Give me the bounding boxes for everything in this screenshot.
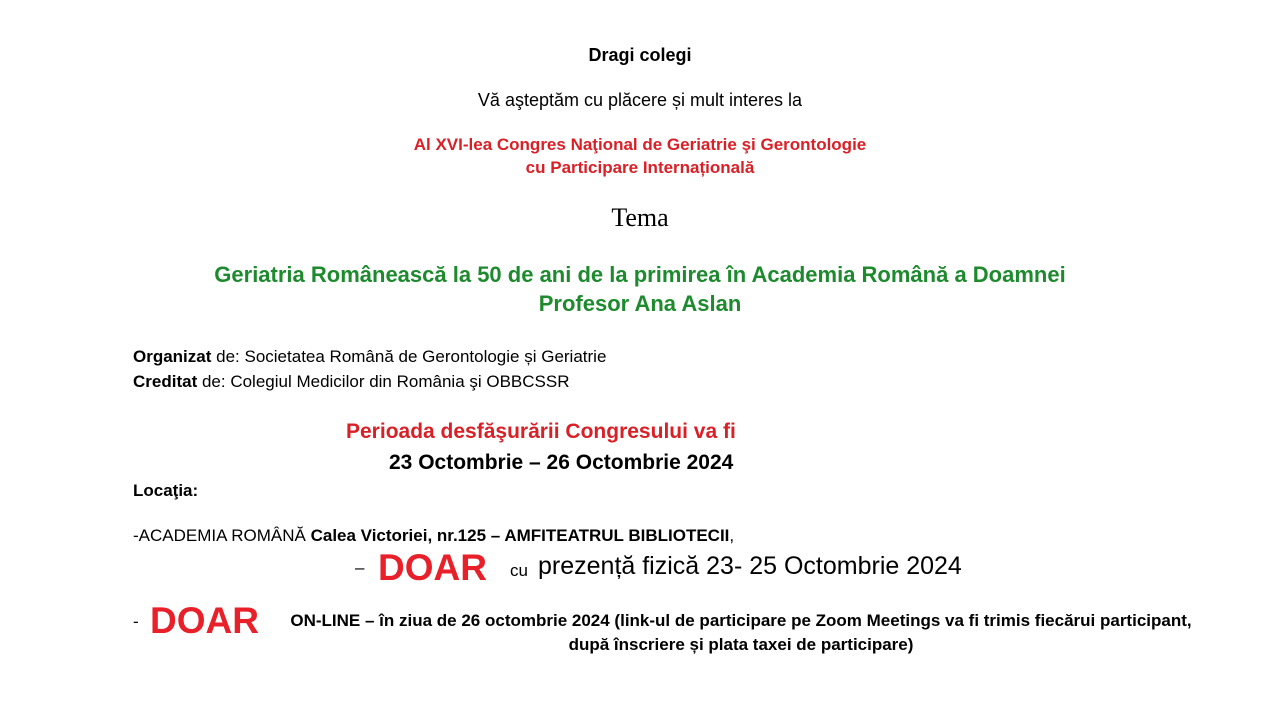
period-label: Perioada desfăşurării Congresului va fi (346, 420, 736, 443)
congress-title-line2: cu Participare Internațională (525, 158, 755, 177)
venue-prefix: -ACADEMIA ROMÂNĂ (133, 526, 311, 545)
venue-suffix: , (729, 526, 735, 545)
physical-cu: cu (510, 561, 528, 580)
physical-presence-text: prezență fizică 23- 25 Octombrie 2024 (538, 552, 962, 580)
organizer-block (133, 344, 606, 394)
theme-title-line2: Profesor Ana Aslan (538, 291, 742, 316)
location-label: Locaţia: (133, 481, 199, 500)
physical-doar: DOAR (378, 547, 487, 588)
organizer-line (133, 344, 606, 369)
accreditation-label: Creditat (133, 372, 198, 391)
tema-label: Tema (611, 203, 669, 232)
venue-line (133, 526, 734, 546)
organizer-text: de: Societatea Română de Gerontologie și Geriatrie (211, 347, 607, 366)
online-doar: DOAR (150, 600, 259, 641)
greeting: Dragi colegi (588, 45, 692, 65)
physical-dash: – (355, 558, 365, 577)
invitation-text: Vă aşteptăm cu plăcere și mult interes la (477, 90, 803, 110)
accreditation-line (133, 369, 606, 394)
period-dates: 23 Octombrie – 26 Octombrie 2024 (389, 451, 734, 474)
accreditation-text: de: Colegiul Medicilor din România şi OBBCSSR (197, 372, 570, 391)
congress-title (0, 133, 1280, 179)
theme-title (0, 260, 1280, 318)
online-dash: - (133, 612, 139, 631)
organizer-label: Organizat (133, 347, 212, 366)
theme-title-line1: Geriatria Românească la 50 de ani de la primirea în Academia Română a Doamnei (214, 262, 1066, 287)
online-text: ON-LINE – în ziua de 26 octombrie 2024 (link-ul de participare pe Zoom Meetings va fi trimis fiecărui participant, după înscriere și plata taxei de participare) (290, 611, 1192, 654)
venue-address: Calea Victoriei, nr.125 – AMFITEATRUL BIBLIOTECII (310, 526, 730, 545)
congress-title-line1: Al XVI-lea Congres Naţional de Geriatrie şi Gerontologie (413, 135, 867, 154)
